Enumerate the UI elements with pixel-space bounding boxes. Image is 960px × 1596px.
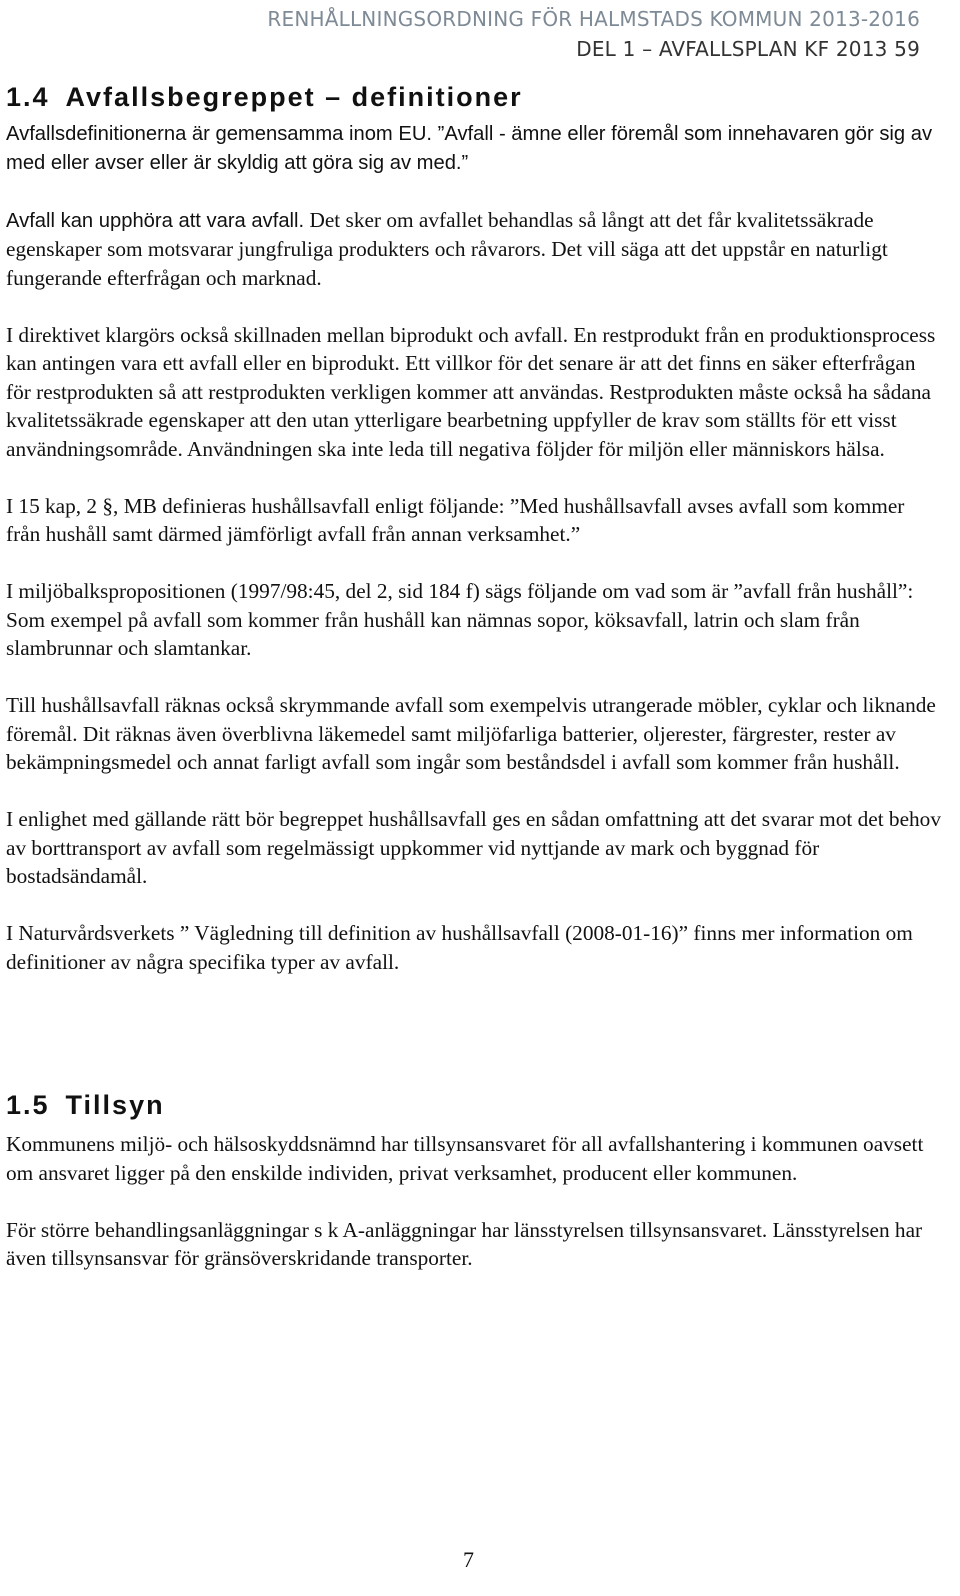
section-title: Tillsyn	[65, 1090, 165, 1120]
section-heading-1-5	[6, 1090, 165, 1121]
running-header	[267, 4, 920, 64]
paragraph-line: I miljöbalkspropositionen (1997/98:45, del 2, sid 184 f) sägs följande om vad som är ”avfall från hushåll”:	[6, 579, 914, 603]
paragraph: I enlighet med gällande rätt bör begreppet hushållsavfall ges en sådan omfattning att det svarar mot det behov av borttransport av avfall som regelmässigt uppkommer vid nyttjande av mark och byggnad för bostadsändamål.	[6, 807, 941, 888]
paragraph: För större behandlingsanläggningar s k A-anläggningar har länsstyrelsen tillsynsansvaret. Länsstyrelsen har även tillsynsansvar för gränsöverskridande transporter.	[6, 1217, 923, 1270]
section-1-5-body	[6, 1130, 942, 1301]
header-part: DEL 1 – AVFALLSPLAN KF 2013	[576, 37, 888, 61]
section-heading-1-4	[6, 82, 523, 113]
section-number: 1.5	[6, 1090, 50, 1120]
section-title: Avfallsbegreppet – definitioner	[65, 82, 523, 112]
section-1-4-body	[6, 120, 942, 1005]
paragraph-lead: Avfall kan upphöra att vara avfall.	[6, 209, 305, 232]
paragraph-line: Som exempel på avfall som kommer från hushåll kan nämnas sopor, köksavfall, latrin och slam från slambrunnar och slamtankar.	[6, 607, 860, 660]
paragraph-rest: Det sker om avfallet behandlas så långt att det får kvalitetssäkrade egenskaper som motsvarar jungfruliga produkters och råvarors. Det vill säga att det uppstår en naturligt fungerande efterfrågan och marknad.	[6, 207, 888, 290]
paragraph: I Naturvårdsverkets ” Vägledning till definition av hushållsavfall (2008-01-16)” finns mer information om definitioner av några specifika typer av avfall.	[6, 921, 913, 974]
paragraph	[6, 206, 942, 293]
header-page-number: 59	[894, 37, 920, 61]
paragraph: I 15 kap, 2 §, MB definieras hushållsavfall enligt följande: ”Med hushållsavfall avses avfall som kommer från hushåll samt därmed jämförligt avfall från annan verksamhet.”	[6, 493, 905, 546]
paragraph	[6, 577, 942, 663]
paragraph: Kommunens miljö- och hälsoskyddsnämnd har tillsynsansvaret för all avfallshantering i kommunen oavsett om ansvaret ligger på den enskilde individen, privat verksamhet, producent eller kommunen.	[6, 1132, 924, 1185]
paragraph: I direktivet klargörs också skillnaden mellan biprodukt och avfall. En restprodukt från en produktionsprocess kan antingen vara ett avfall eller en biprodukt. Ett villkor för det senare är att det finns en säker efterfrågan för restprodukten så att restprodukten verkligen kommer att användas. Restprodukten måste också ha sådana kvalitetssäkrade egenskaper att den utan ytterligare bearbetning uppfyller de krav som ställts för ett visst användningsområde. Användningen ska inte leda till negativa följder för miljön eller människors hälsa.	[6, 322, 936, 461]
paragraph: Avfallsdefinitionerna är gemensamma inom EU. ”Avfall - ämne eller föremål som innehavaren gör sig av med eller avser eller är skyldig att göra sig av med.”	[6, 123, 933, 174]
section-number: 1.4	[6, 82, 50, 112]
header-subtitle	[267, 34, 920, 64]
header-title: RENHÅLLNINGSORDNING FÖR HALMSTADS KOMMUN 2013-2016	[267, 7, 920, 31]
page-number: 7	[463, 1547, 474, 1572]
paragraph: Till hushållsavfall räknas också skrymmande avfall som exempelvis utrangerade möbler, cyklar och liknande föremål. Dit räknas även överblivna läkemedel samt miljöfarliga batterier, oljerester, färgrester, rester av bekämpningsmedel och annat farligt avfall som ingår som beståndsdel i avfall som kommer från hushåll.	[6, 693, 936, 774]
